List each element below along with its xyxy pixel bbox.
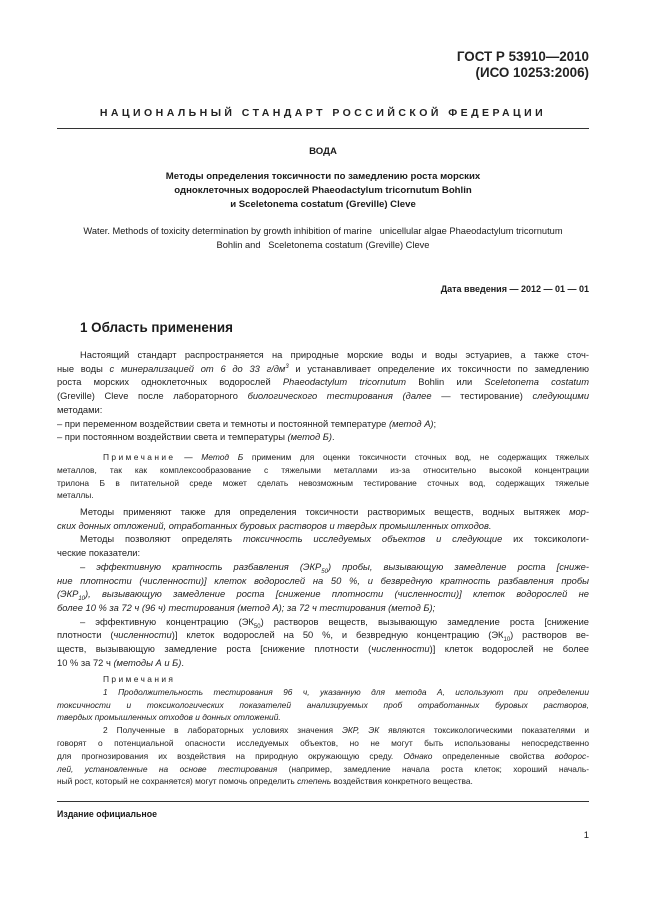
official-edition-label: Издание официальное <box>57 809 157 819</box>
text-line: металлов, так как комплексообразование с тяжелыми металлами из-за относительно высокой концентрации <box>57 464 589 475</box>
method-b-item: – при постоянном воздействии света и температуры (метод Б). <box>57 432 335 443</box>
russian-subtitle-line: одноклеточных водорослей Phaeodactylum tricornutum Bohlin <box>174 185 472 196</box>
text-line: Методы применяют также для определения токсичности растворимых веществ, водных вытяжек мор- <box>80 507 589 517</box>
note-method-b <box>57 451 589 502</box>
methods-paragraphs <box>57 506 589 670</box>
text-line: металлы. <box>57 490 94 501</box>
text-line: лей, установленные на основе тестирования (например, замедление начала роста клеток; хороший началь- <box>57 763 589 774</box>
english-subtitle <box>57 225 589 252</box>
scope-paragraph <box>57 349 589 445</box>
introduction-date: Дата введения — 2012 — 01 — 01 <box>440 284 589 294</box>
standard-code-block <box>457 49 589 81</box>
iso-code: (ИСО 10253:2006) <box>475 65 589 80</box>
page-number: 1 <box>583 830 589 841</box>
text-line: $(ЭКР_{10})$, вызывающую замедление роста [снижение плотности (численности)] клеток водорослей не <box>57 589 589 603</box>
text-line: ный рост, который не сохраняется) могут помочь определить степень воздействия конкретного вещества. <box>57 776 473 787</box>
text-line: Настоящий стандарт распространяется на природные морские воды и воды эстуариев, а также сточ- <box>80 350 589 360</box>
russian-subtitle <box>100 170 546 212</box>
text-line: 10 % за 72 ч (методы А и Б). <box>57 657 184 668</box>
text-line: методами: <box>57 404 103 415</box>
notes-block <box>57 673 589 788</box>
text-line: говорят о потенциальной опасности исследуемых объектов, но не могут быть использованы непосредственно <box>57 737 589 748</box>
english-subtitle-line: Bohlin and Sceletonema costatum (Greville) Cleve <box>216 239 430 250</box>
text-line: – эффективную концентрацию $(ЭК_{50})$ растворов веществ, вызывающую замедление роста [снижение <box>80 616 589 630</box>
text-line: ные воды с минерализацией от 6 до 33 $г/дм^3$ и устанавливает определение их токсичности по замедлению <box>57 363 589 374</box>
text-line: (Greville) Cleve после лабораторного биологического тестирования (далее — тестирование) следующими <box>57 391 590 402</box>
text-line: трилона Б в питательной среде может сделать невозможным тестирование сточных вод, содержащих тяжелые <box>57 477 589 488</box>
text-line: твердых промышленных отходов и донных отложений. <box>57 712 281 723</box>
text-line: роста морских одноклеточных водорослей Phaeodactylum tricornutum Bohlin или Sceletonema costatum <box>57 377 589 388</box>
text-line: ществ, вызывающую замедление роста [снижение плотности (численности)] клеток водорослей не более <box>57 644 589 655</box>
national-standard-heading: НАЦИОНАЛЬНЫЙ СТАНДАРТ РОССИЙСКОЙ ФЕДЕРАЦИИ <box>99 107 547 119</box>
top-divider <box>57 128 589 129</box>
text-line: Методы позволяют определять токсичность исследуемых объектов и следующие их токсикологи- <box>80 534 589 545</box>
gost-code: ГОСТ Р 53910—2010 <box>456 49 589 64</box>
text-line: ние плотности (численности)] клеток водорослей на 50 %, и безвредную кратность разбавления пробы <box>57 575 589 586</box>
russian-subtitle-line: и Sceletonema costatum (Greville) Cleve <box>230 199 416 210</box>
text-line: 2 Полученные в лабораторных условиях значения ЭКР, ЭК являются токсикологическими показателями и <box>103 725 589 736</box>
method-a-item: – при переменном воздействии света и темноты и постоянной температуре (метод А); <box>57 418 437 429</box>
text-line: токсичности и токсикологических показателей анализируемых проб отработанных буровых растворов, <box>57 699 589 710</box>
text-line: более 10 % за 72 ч (96 ч) тестирования (метод А); за 72 ч тестирования (метод Б); <box>57 602 436 613</box>
notes-label: Примечания <box>103 674 176 684</box>
text-line: для прогнозирования их воздействия на природную окружающую среду. Однако определенные свойства водорос- <box>57 750 589 761</box>
text-line: ских донных отложений, отработанных буровых растворов и твердых промышленных отходов. <box>57 520 492 531</box>
english-subtitle-line: Water. Methods of toxicity determination by growth inhibition of marine unicellular algae Phaeodactylum tricornutum <box>83 226 563 236</box>
bottom-divider <box>57 801 589 802</box>
russian-subtitle-line: Методы определения токсичности по замедлению роста морских <box>165 171 481 182</box>
document-title: ВОДА <box>309 146 337 157</box>
section-heading: 1 Область применения <box>80 320 233 335</box>
text-line: – эффективную кратность разбавления $(ЭКР_{50})$ пробы, вызывающую замедление роста [сниже- <box>80 561 589 575</box>
text-line: ческие показатели: <box>57 548 141 559</box>
text-line: Примечание — Метод Б применим для оценки токсичности сточных вод, не содержащих тяжелых <box>103 452 589 462</box>
text-line: 1 Продолжительность тестирования 96 ч, указанную для метода А, используют при определении <box>103 686 589 697</box>
text-line: плотности (численности)] клеток водорослей на 50 %, и безвредную концентрацию $(ЭК_{10})$ растворов ве- <box>57 630 590 644</box>
